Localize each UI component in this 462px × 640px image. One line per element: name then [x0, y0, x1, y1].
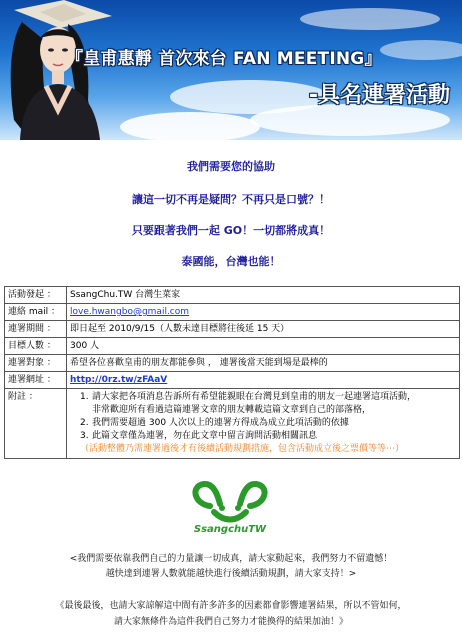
- warning-note: （活動整體乃需連署過後才有後續活動規劃措施，包含活動成立後之票價等等⋯）: [80, 444, 405, 454]
- note-number: 1.: [80, 392, 89, 402]
- target-value: 300 人: [67, 338, 460, 355]
- table-row: [5, 287, 460, 304]
- table-row: [5, 304, 460, 321]
- closing-line: 請大家無條件為這件我們自己努力才能換得的結果加油！》: [113, 617, 348, 627]
- email-link[interactable]: love.hwangbo@gmail.com: [70, 307, 190, 317]
- table-row: [5, 372, 460, 389]
- notes-label: 附註 ：: [5, 389, 67, 459]
- note-text: 請大家把各項消息告訴所有希望能親眼在台灣見到皇甫的朋友一起連署這項活動，: [92, 392, 417, 402]
- note-number: 3.: [80, 431, 89, 441]
- header-banner: [0, 0, 462, 140]
- note-text: 我們需要超過 300 人次以上的連署方得成為成立此項活動的依據: [92, 418, 349, 428]
- banner-subtitle: -具名連署活動: [308, 83, 450, 108]
- cloud-decoration: [300, 8, 440, 30]
- period-value: 即日起至 2010/9/15（人數未達目標將往後延 15 天）: [67, 321, 460, 338]
- list-item: [80, 417, 456, 430]
- organizer-label: 活動發起 ：: [5, 287, 67, 304]
- table-row: [5, 321, 460, 338]
- intro-line: 泰國能，台灣也能！: [181, 255, 281, 268]
- closing-line: 越快達到連署人數就能越快進行後續活動規劃，請大家支持！>: [105, 569, 357, 579]
- closing-line: 《最後最後，也請大家諒解這中間有許多許多的因素都會影響連署結果，所以不管如何，: [55, 601, 407, 611]
- closing-line: <我們需要依靠我們自己的力量讓一切成真，請大家動起來，我們努力不留遺憾！: [69, 554, 393, 564]
- target-label: 目標人數 ：: [5, 338, 67, 355]
- petition-url-link[interactable]: http://0rz.tw/zFAaV: [70, 375, 168, 385]
- list-item: [80, 430, 456, 443]
- bunny-logo-icon: [180, 478, 280, 528]
- banner-title: 『皇甫惠靜 首次來台 FAN MEETING』: [66, 49, 382, 69]
- note-text: 非常歡迎所有看過這篇連署文章的朋友轉載這篇文章到自己的部落格，: [92, 405, 372, 415]
- intro-line: 讓這一切不再是疑問？不再只是口號？！: [132, 193, 330, 206]
- list-item: [80, 391, 456, 404]
- intro-line: 我們需要您的協助: [187, 160, 275, 173]
- period-label: 連署期間 ：: [5, 321, 67, 338]
- note-text: 此篇文章僅為連署，勿在此文章中留言詢問活動相關訊息: [92, 431, 318, 441]
- table-row: [5, 389, 460, 459]
- table-row: [5, 355, 460, 372]
- audience-value: 希望各位喜歡皇甫的朋友都能參與 ， 連署後當天能到場是最棒的: [67, 355, 460, 372]
- list-item: [80, 404, 456, 417]
- table-row: [5, 338, 460, 355]
- email-label: 連絡 mail ：: [5, 304, 67, 321]
- ssangchu-logo: [180, 478, 280, 544]
- artist-photo: [0, 0, 130, 140]
- event-info-table: [4, 286, 460, 459]
- url-label: 連署網址 ：: [5, 372, 67, 389]
- organizer-value: SsangChu.TW 台灣生菜家: [67, 287, 460, 304]
- audience-label: 連署對象 ：: [5, 355, 67, 372]
- logo-caption: SsangchuTW: [193, 524, 267, 535]
- cloud-decoration: [120, 112, 260, 140]
- note-number: 2.: [80, 418, 89, 428]
- intro-line: 只要跟著我們一起 GO！一切都將成真！: [131, 224, 331, 237]
- notes-list: [70, 391, 456, 456]
